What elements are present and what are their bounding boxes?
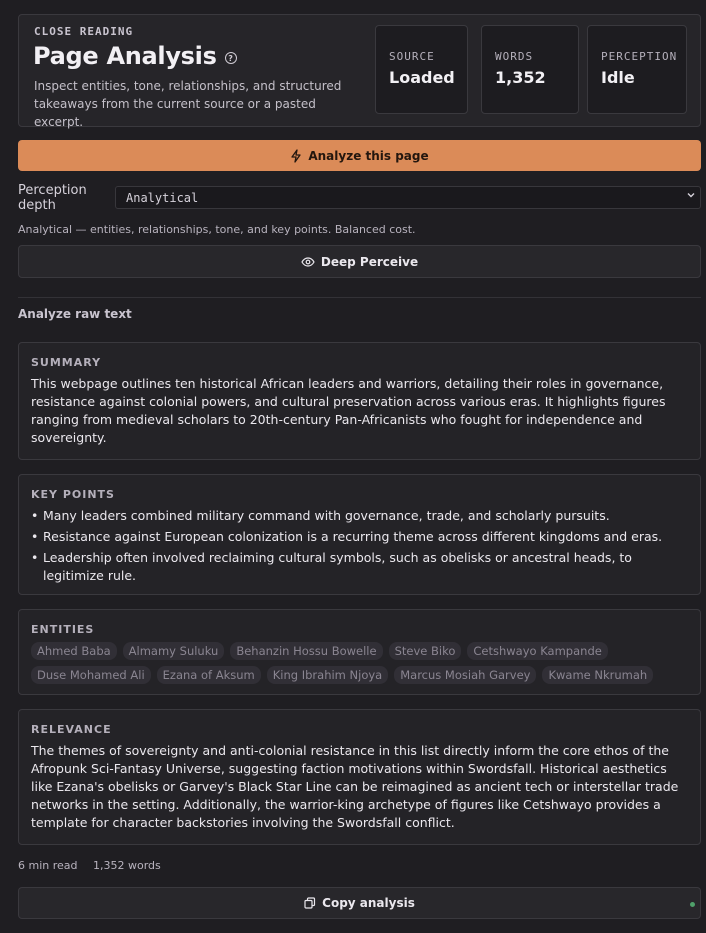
key-points-list: [31, 507, 688, 585]
perception-depth-value: Analytical: [126, 191, 199, 205]
page-title: Page Analysis: [33, 42, 217, 70]
title-row: [33, 42, 237, 70]
entity-chip[interactable]: Ahmed Baba: [31, 642, 117, 660]
chevron-down-icon: [686, 190, 696, 203]
stat-value: 1,352: [495, 68, 546, 87]
perception-depth-description: Analytical — entities, relationships, tone, and key points. Balanced cost.: [18, 223, 416, 236]
page-subtitle: Inspect entities, tone, relationships, and structured takeaways from the current source or a pasted excerpt.: [34, 79, 342, 129]
entities-label: ENTITIES: [31, 623, 95, 636]
relevance-text: The themes of sovereignty and anti-colonial resistance in this list directly inform the core ethos of the Afropunk Sci-Fantasy Universe, suggesting faction motivations within Swordsfall. Historical aesthetics like Ezana's obelisks or Garvey's Black Star Line can be reimagined as ancient tech or interstellar trade networks in the setting. Additionally, the warrior-king archetype of figures like Cetshwayo provides a template for character backstories involving the Swordsfall conflict.: [31, 743, 679, 830]
stat-label: WORDS: [495, 50, 534, 63]
summary-label: SUMMARY: [31, 356, 102, 369]
list-item: • Leadership often involved reclaiming cultural symbols, such as obelisks or ancestral heads, to legitimize rule.: [31, 549, 688, 585]
list-item: • Many leaders combined military command with governance, trade, and scholarly pursuits.: [31, 507, 688, 525]
eye-icon: [301, 257, 315, 267]
stat-value: Idle: [601, 68, 635, 87]
perception-depth-select[interactable]: [115, 186, 701, 209]
stat-label: SOURCE: [389, 50, 435, 63]
entity-chip[interactable]: Marcus Mosiah Garvey: [394, 666, 536, 684]
help-icon[interactable]: ?: [225, 52, 237, 64]
deep-perceive-label: Deep Perceive: [320, 254, 419, 269]
key-points-card: [18, 474, 701, 595]
copy-icon: [304, 897, 316, 909]
section-divider: [18, 297, 701, 298]
entity-chip[interactable]: Ezana of Aksum: [157, 666, 261, 684]
analyze-page-label: Analyze this page: [308, 148, 429, 163]
entity-chip[interactable]: Almamy Suluku: [123, 642, 225, 660]
entity-chip-list: [31, 642, 688, 684]
perception-depth-label: Perception depth: [18, 183, 87, 213]
copy-analysis-label: Copy analysis: [322, 896, 415, 910]
relevance-card: [18, 709, 701, 845]
eyebrow-label: CLOSE READING: [34, 25, 134, 38]
lightning-icon: [290, 149, 302, 163]
reading-meta: [18, 859, 161, 872]
word-count: 1,352 words: [93, 859, 161, 872]
summary-text: This webpage outlines ten historical African leaders and warriors, detailing their roles in governance, resistance against colonial powers, and cultural preservation across various eras. It highlights figures ranging from medieval scholars to 20th-century Pan-Africanists who fought for independence and sovereignty.: [31, 376, 666, 445]
entity-chip[interactable]: Steve Biko: [389, 642, 462, 660]
header-card: [18, 14, 701, 127]
status-indicator: [690, 902, 695, 907]
entity-chip[interactable]: Kwame Nkrumah: [542, 666, 653, 684]
entity-chip[interactable]: Behanzin Hossu Bowelle: [230, 642, 382, 660]
entity-chip[interactable]: Cetshwayo Kampande: [467, 642, 607, 660]
key-points-body: [31, 507, 688, 588]
key-points-label: KEY POINTS: [31, 488, 115, 501]
read-time: 6 min read: [18, 859, 78, 872]
stat-label: PERCEPTION: [601, 50, 678, 63]
relevance-label: RELEVANCE: [31, 723, 112, 736]
copy-analysis-button[interactable]: [18, 887, 701, 919]
stat-words: [481, 25, 579, 114]
entities-card: [18, 609, 701, 695]
entity-chip[interactable]: Duse Mohamed Ali: [31, 666, 151, 684]
entity-chip[interactable]: King Ibrahim Njoya: [267, 666, 388, 684]
stat-value: Loaded: [389, 68, 455, 87]
stat-perception: [587, 25, 687, 114]
analyze-raw-text-toggle[interactable]: Analyze raw text: [18, 307, 132, 321]
analyze-page-button[interactable]: [18, 140, 701, 171]
summary-card: [18, 342, 701, 460]
list-item: • Resistance against European colonization is a recurring theme across different kingdoms and eras.: [31, 528, 688, 546]
deep-perceive-button[interactable]: [18, 245, 701, 278]
stat-source: [375, 25, 468, 114]
